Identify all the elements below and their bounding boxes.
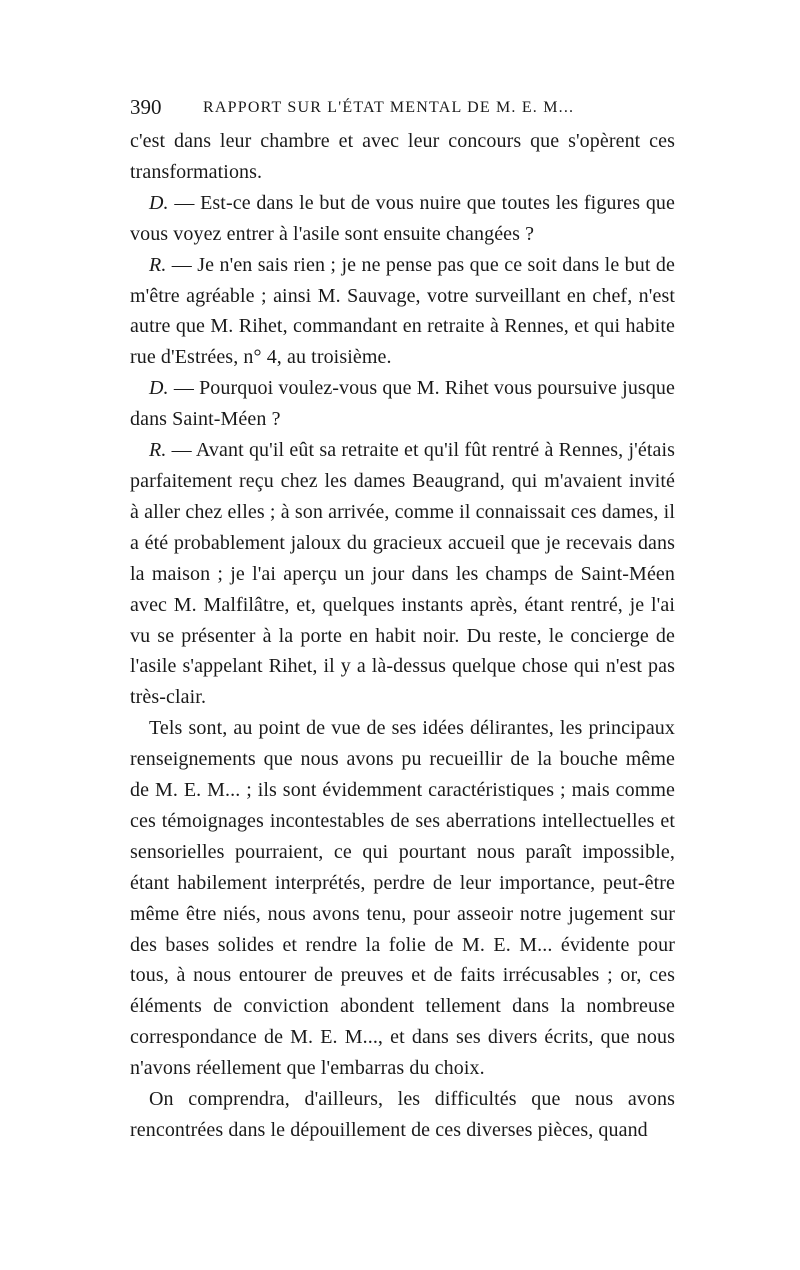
page-number: 390 (130, 95, 162, 119)
body-text (130, 126, 675, 1146)
dialogue-question (130, 373, 675, 435)
dialogue-text: — Est-ce dans le but de vous nuire que toutes les figures que vous voyez entrer à l'asile sont ensuite changées ? (130, 191, 675, 245)
paragraph-text: On comprendra, d'ailleurs, les difficultés que nous avons rencontrées dans le dépouillement de ces diverses pièces, quand (130, 1088, 675, 1141)
paragraph-text: Tels sont, au point de vue de ses idées délirantes, les principaux renseignements que nous avons pu recueillir de la bouche même de M. E. M... ; ils sont évidemment caractéristiques ; mais comme ces témoignages incontestables de ses aberrations intellectuelles et sensorielles pourraient, ce qui pourtant nous paraît impossible, étant habilement interprétés, perdre de leur importance, peut-être même être niés, nous avons tenu, pour asseoir notre jugement sur des bases solides et rendre la folie de M. E. M... évidente pour tous, à nous entourer de preuves et de faits irrécusables ; or, ces éléments de conviction abondent tellement dans la nombreuse correspondance de M. E. M..., et dans ses divers écrits, que nous n'avons réellement que l'embarras du choix. (130, 717, 675, 1080)
paragraph-text: c'est dans leur chambre et avec leur concours que s'opèrent ces transformations. (130, 130, 675, 183)
paragraph (130, 1084, 675, 1146)
dialogue-text: — Je n'en sais rien ; je ne pense pas que ce soit dans le but de m'être agréable ; ainsi M. Sauvage, votre surveillant en chef, n'est autre que M. Rihet, commandant en retraite à Rennes, et qui habite rue d'Estrées, n° 4, au troisième. (130, 253, 675, 369)
dialogue-answer (130, 250, 675, 374)
speaker-label: R. (149, 439, 167, 462)
dialogue-text: — Pourquoi voulez-vous que M. Rihet vous poursuive jusque dans Saint-Méen ? (130, 377, 675, 431)
speaker-label: R. (149, 253, 167, 276)
paragraph-continuation (130, 126, 675, 188)
speaker-label: D. (149, 191, 169, 214)
dialogue-answer (130, 435, 675, 713)
dialogue-question (130, 188, 675, 250)
page-header (130, 92, 675, 122)
running-head: RAPPORT SUR L'ÉTAT MENTAL DE M. E. M... (203, 99, 575, 116)
paragraph (130, 713, 675, 1084)
speaker-label: D. (149, 377, 169, 400)
dialogue-text: — Avant qu'il eût sa retraite et qu'il fût rentré à Rennes, j'étais parfaitement reçu chez les dames Beaugrand, qui m'avaient invité à aller chez elles ; à son arrivée, comme il connaissait ces dames, il a été probablement jaloux du gracieux accueil que je recevais dans la maison ; je l'ai aperçu un jour dans les champs de Saint-Méen avec M. Malfilâtre, et, quelques instants après, étant rentré, je l'ai vu se présenter à la porte en habit noir. Du reste, le concierge de l'asile s'appelant Rihet, il y a là-dessus quelque chose qui n'est pas très-clair. (130, 439, 675, 709)
